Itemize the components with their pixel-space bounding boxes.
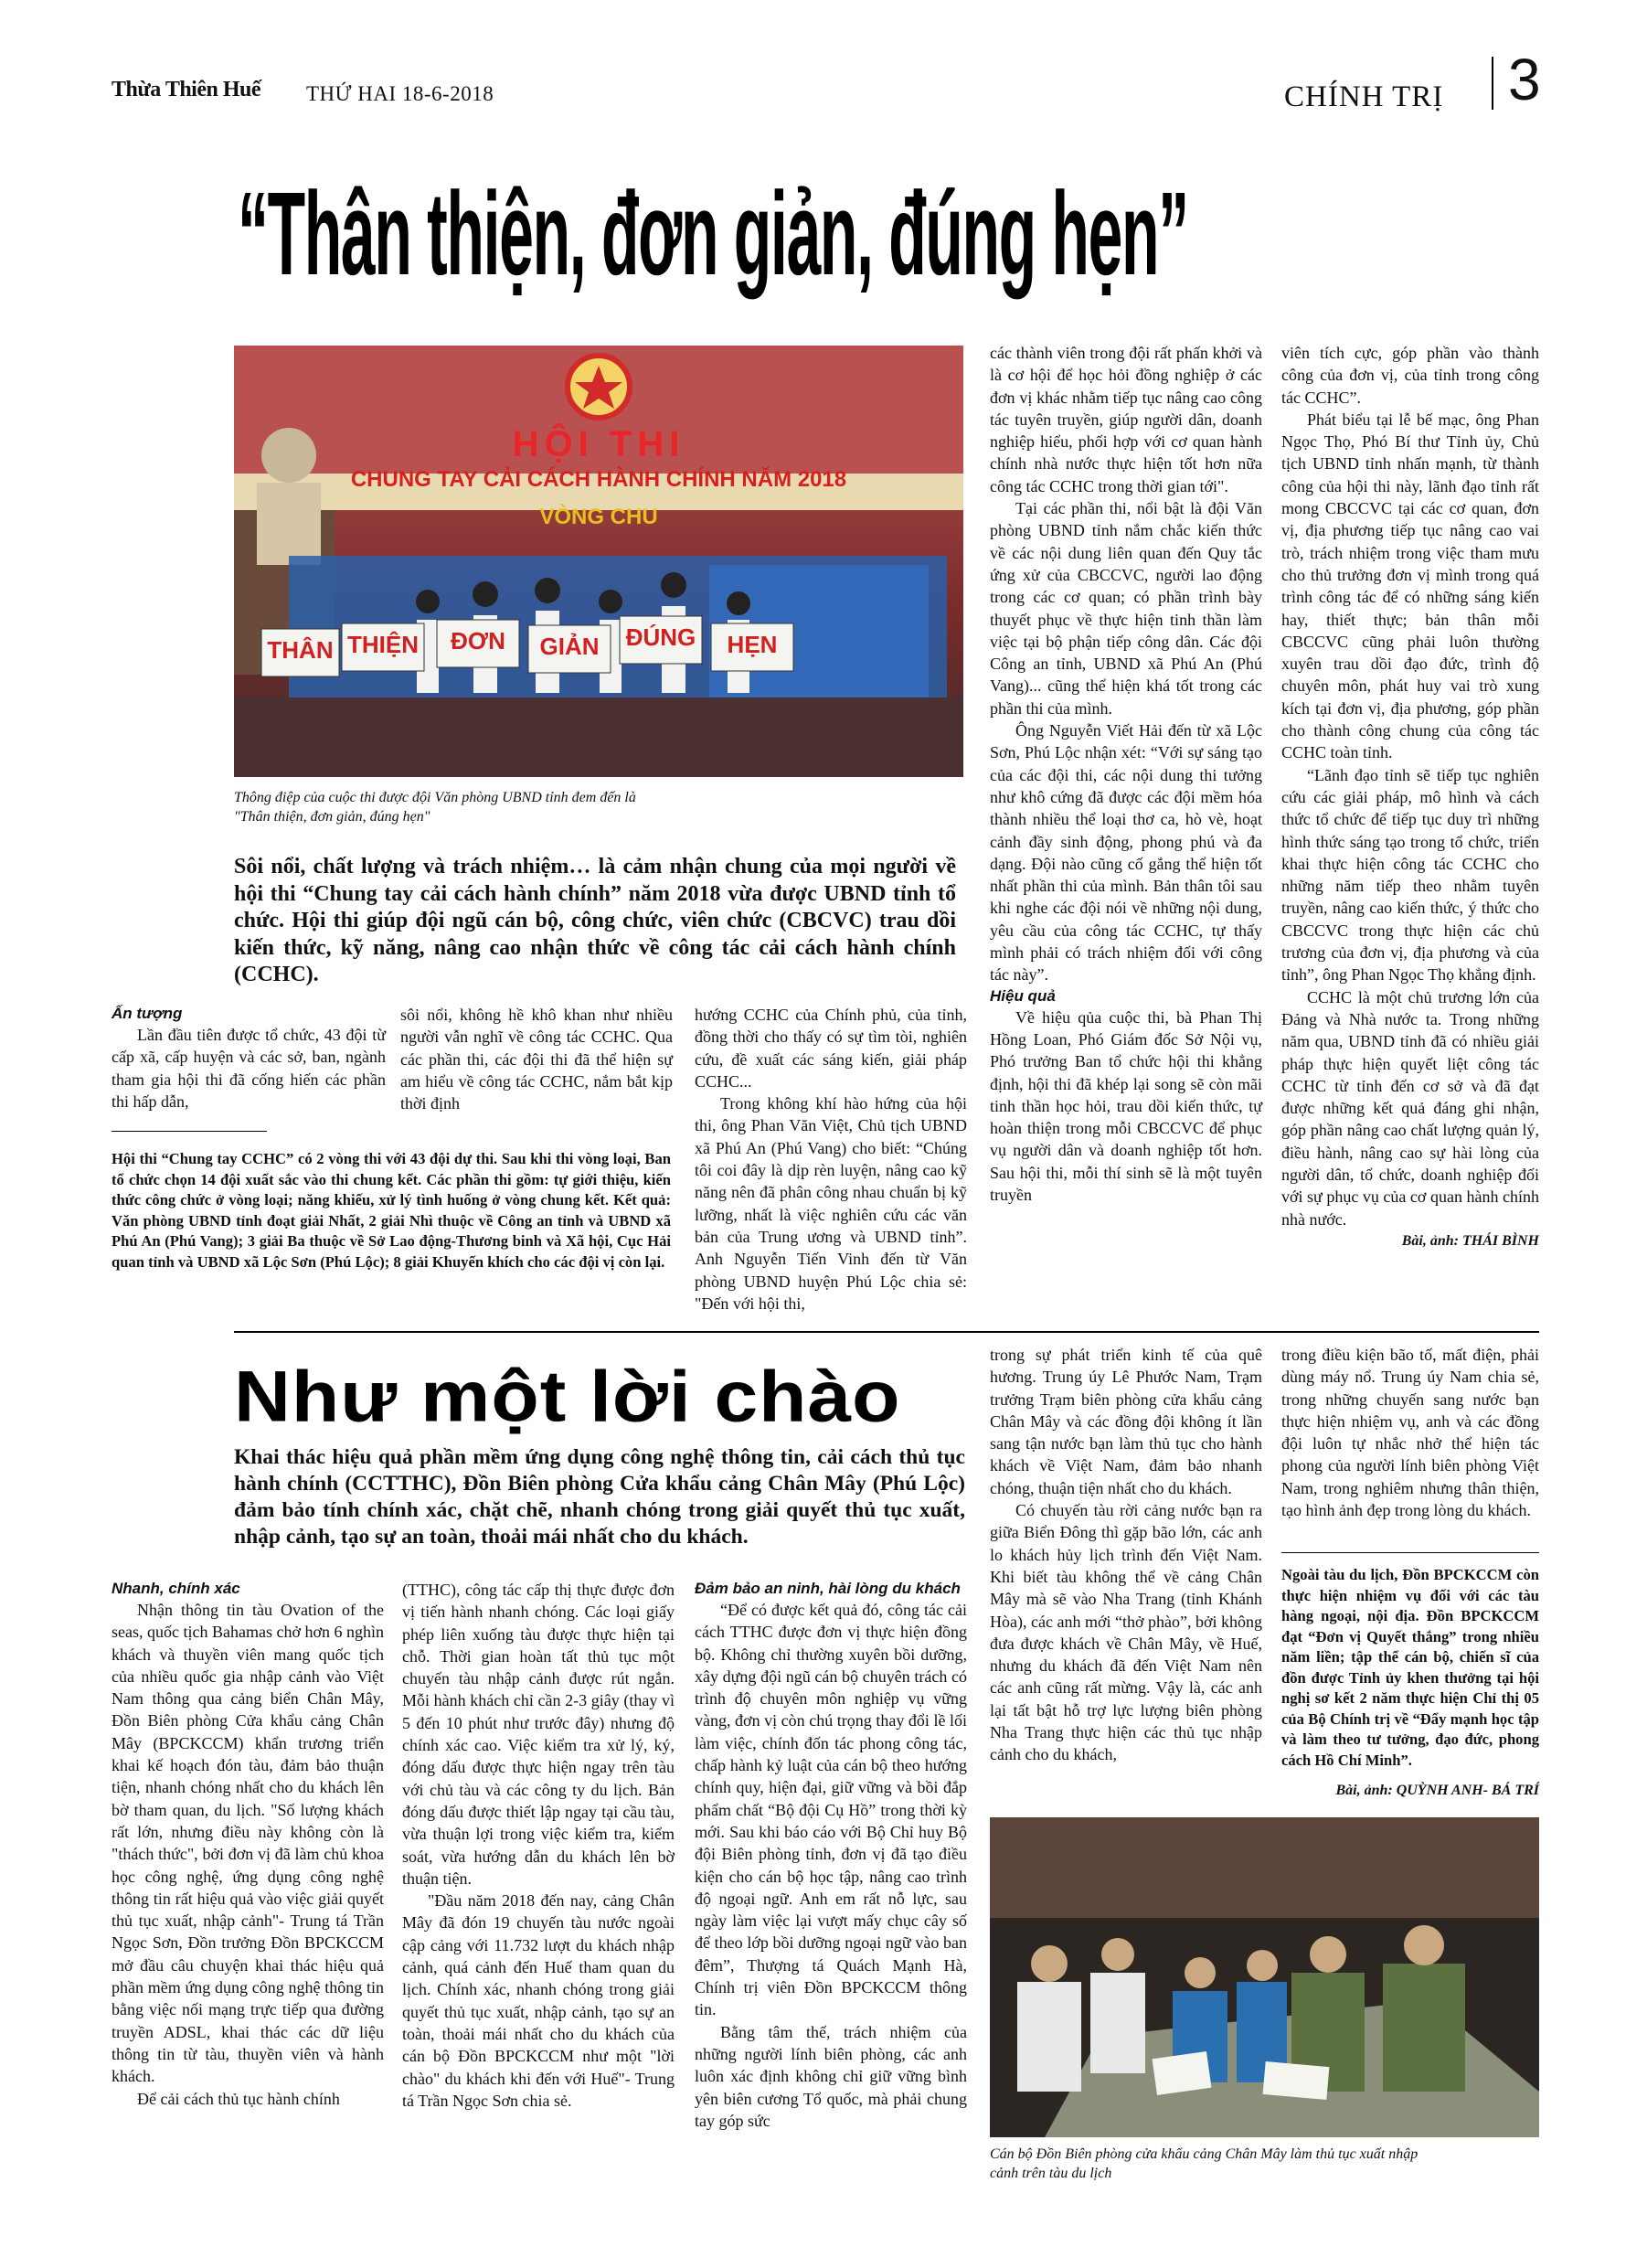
caption-line: "Thân thiện, đơn giản, đúng hẹn" bbox=[234, 809, 430, 825]
article2-lead: Khai thác hiệu quả phần mềm ứng dụng công nghệ thông tin, cải cách thủ tục hành chính (CCTTHC), Đồn Biên phòng Cửa khẩu cảng Chân Mây (Phú Lộc) đảm bảo tính chính xác, chặt chẽ, nhanh chóng trong giải quyết thủ tục xuất, nhập cảnh, tạo sự an toàn, thoải mái nhất cho du khách. bbox=[234, 1445, 965, 1549]
caption-line: cảnh trên tàu du lịch bbox=[990, 2166, 1112, 2181]
article1-lead: Sôi nổi, chất lượng và trách nhiệm… là cảm nhận chung của mọi người về hội thi “Chung tay cải cách hành chính” năm 2018 vừa được UBND tỉnh tổ chức. Hội thi giúp đội ngũ cán bộ, công chức, viên chức (CBCVC) trau dồi kiến thức, kỹ năng, nâng cao nhận thức về công tác cải cách hành chính (CCHC). bbox=[234, 855, 956, 986]
header-divider bbox=[1492, 57, 1493, 110]
placard: HẸN bbox=[727, 631, 778, 658]
article-separator bbox=[234, 1331, 1539, 1333]
caption-line: Thông điệp của cuộc thi được đội Văn phòng UBND tỉnh đem đến là bbox=[234, 790, 636, 805]
subheading: Nhanh, chính xác bbox=[112, 1580, 240, 1597]
paragraph: các thành viên trong đội rất phấn khởi và là cơ hội để học hỏi đồng nghiệp ở các đơn vị khác nhằm tiếp tục nâng cao công tác tuyên truyền, giúp người dân, doanh nghiệp hiểu, phối hợp với cơ quan hành chính nhà nước thực hiện tốt hơn nữa công tác CCHC trong thời gian tới". bbox=[990, 344, 1262, 495]
article1-headline: “Thân thiện, đơn giản, đúng hẹn” bbox=[238, 168, 1188, 301]
article1-column-3 bbox=[695, 1004, 967, 1315]
placard: ĐÚNG bbox=[625, 623, 696, 651]
note-divider bbox=[1281, 1552, 1539, 1553]
paragraph: CCHC là một chủ trương lớn của Đảng và Nhà nước ta. Trong những năm qua, UBND tỉnh đã có nhiều giải pháp thực hiện quyết liệt công tác CCHC từ tỉnh đến cơ sở và đã đạt được những kết quả đáng ghi nhận, góp phần nâng cao chất lượng quản lý, điều hành, nâng cao sự hài lòng của người dân, tổ chức, doanh nghiệp đối với sự phục vụ của cơ quan hành chính nhà nước. bbox=[1281, 987, 1539, 1229]
article2-column-1 bbox=[112, 1579, 384, 2110]
paragraph: Trong không khí hào hứng của hội thi, ông Phan Văn Việt, Chủ tịch UBND xã Phú An (Phú Vang) cho biết: “Chúng tôi coi đây là dịp rèn luyện, nâng cao kỹ năng nên đã phân công nhau chuẩn bị kỹ lưỡng, nhất là việc nghiên cứu các văn bản của Trung ương và UBND tỉnh”. Anh Nguyễn Tiến Vinh đến từ Văn phòng UBND huyện Phú Lộc chia sẻ: "Đến với hội thi, bbox=[695, 1094, 967, 1313]
paragraph: sôi nổi, không hề khô khan như nhiều người vẫn nghĩ về công tác CCHC. Qua các phần thi, các đội thi đã thể hiện sự am hiểu về công tác CCHC, nắm bắt kịp thời định bbox=[400, 1006, 673, 1113]
paragraph: Có chuyến tàu rời cảng nước bạn ra giữa Biển Đông thì gặp bão lớn, các anh lo khách hủy lịch trình đến Việt Nam. Khi biết tàu không thể về cảng Chân Mây mà sẽ vào Nha Trang (tỉnh Khánh Hòa), các anh mới “thở phào”, bởi không đưa được khách về Chân Mây, về Huế, nhưng du khách đã đến Việt Nam nên các anh cũng rất mừng. Vậy là, các anh lại tất bật hỗ trợ lực lượng biên phòng Nha Trang thực hiện các thủ tục nhập cảnh cho du khách, bbox=[990, 1501, 1262, 1764]
paragraph: Tại các phần thi, nổi bật là đội Văn phòng UBND tỉnh nắm chắc kiến thức về các nội dung liên quan đến Quy tắc ứng xử của CBCCVC, người lao động trong các cơ quan; có phần trình bày thuyết phục về thực hiện tinh thần làm việc tại bộ phận tiếp công dân. Các đội Công an tỉnh, UBND xã Phú An (Phú Vang)... cũng thể hiện khá tốt trong các phần thi của mình. bbox=[990, 499, 1262, 718]
article1-contest-note: Hội thi “Chung tay CCHC” có 2 vòng thi với 43 đội dự thi. Sau khi thi vòng loại, Ban tổ chức chọn 14 đội xuất sắc vào thi chung kết. Các phần thi gồm: tự giới thiệu, kiến thức công chức ở vòng loại; năng khiếu, xử lý tình huống ở vòng chung kết. Kết quả: Văn phòng UBND tỉnh đoạt giải Nhất, 2 giải Nhì thuộc về Công an tỉnh và UBND xã Phú An (Phú Vang); 3 giải Ba thuộc về Sở Lao động-Thương binh và Xã hội, Cục Hải quan tỉnh và UBND xã Lộc Sơn (Phú Lộc); 8 giải Khuyến khích cho các đội vị còn lại. bbox=[112, 1150, 671, 1271]
placard: THIỆN bbox=[347, 631, 419, 658]
paragraph: Bằng tâm thế, trách nhiệm của những người lính biên phòng, các anh luôn xác định không chỉ giữ vững bình yên biên cương Tổ quốc, mà phải chung tay góp sức bbox=[695, 2022, 967, 2130]
photo-banner-subtitle: CHUNG TAY CẢI CÁCH HÀNH CHÍNH NĂM 2018 bbox=[350, 467, 847, 492]
photo-banner-round: VÒNG CHU bbox=[539, 505, 658, 529]
article2-headline: Như một lời chào bbox=[234, 1355, 901, 1437]
paragraph: Lần đầu tiên được tổ chức, 43 đội từ cấp xã, cấp huyện và các sở, ban, ngành tham gia hội thi đã cống hiến các phần thi hấp dẫn, bbox=[112, 1026, 386, 1111]
paragraph: "Đầu năm 2018 đến nay, cảng Chân Mây đã đón 19 chuyến tàu nước ngoài cập cảng với 11.732 lượt du khách nhập cảnh, quá cảnh đến Huế tham quan du lịch. Chính xác, nhanh chóng trong giải quyết thủ tục xuất, nhập cảnh, tạo sự an toàn, thoải mái nhất cho du khách của cán bộ Đồn BPCKCCM như một "lời chào" du khách khi đến với Huế"- Trung tá Trần Ngọc Sơn chia sẻ. bbox=[402, 1891, 675, 2110]
article1-photo bbox=[234, 346, 963, 777]
subheading: Hiệu quả bbox=[990, 986, 1056, 1005]
paragraph: (TTHC), công tác cấp thị thực được đơn vị tiến hành nhanh chóng. Các loại giấy phép liên xuống tàu được thực hiện tại chỗ. Thời gian hoàn tất thủ tục một chuyến tàu nhập cảnh được rút ngắn. Mỗi hành khách chỉ cần 2-3 giây (thay vì 5 đến 10 phút như trước đây) nhưng độ chính xác cao. Việc kiểm tra xử lý, ký, đóng dấu được thực hiện ngay trên tàu với chủ tàu và các công ty du lịch. Bản đóng dấu được thiết lập ngay tại cầu tàu, vừa thuận lợi trong việc kiểm tra, kiểm soát, vừa hướng dẫn du khách lên bờ thuận tiện. bbox=[402, 1581, 675, 1888]
placard: ĐƠN bbox=[451, 627, 505, 655]
article1-column-4 bbox=[990, 342, 1262, 1206]
paragraph: “Để có được kết quả đó, công tác cải cách TTHC được đơn vị thực hiện đồng bộ. Không chỉ thường xuyên bồi dưỡng, xây dựng đội ngũ cán bộ chuyên trách có trình độ chuyên môn nghiệp vụ vững vàng, đơn vị còn chú trọng thay đổi lề lối làm việc, chính đốn tác phong công tác, chấp hành kỷ luật của cán bộ theo hướng chính quy, hiện đại, giữ vững và bồi đắp phẩm chất “Bộ đội Cụ Hồ” trong thời kỳ mới. Sau khi báo cáo với Bộ Chỉ huy Bộ đội Biên phòng tỉnh, đơn vị đã tạo điều kiện cho cán bộ học tập, nâng cao trình độ ngoại ngữ. Anh em rất nỗ lực, sau ngày làm việc lại vượt mấy chục cây số để theo lớp bồi dưỡng ngoại ngữ vào ban đêm”, Thượng tá Quách Mạnh Hà, Chính trị viên Đồn BPCKCCM thông tin. bbox=[695, 1601, 967, 2019]
paper-name: Thừa Thiên Huế bbox=[112, 78, 261, 101]
section-name: CHÍNH TRỊ bbox=[1284, 80, 1444, 113]
box-divider bbox=[112, 1131, 267, 1132]
article2-column-3 bbox=[695, 1579, 967, 2132]
paragraph: “Lãnh đạo tỉnh sẽ tiếp tục nghiên cứu các giải pháp, mô hình và cách thức tổ chức để tiếp tục duy trì những hình thức sáng tạo trong tổ chức, triển khai thực hiện công tác CCHC cho những năm tiếp theo nhằm tuyên truyền, nâng cao kiến thức, ý thức cho CBCCVC trong thực hiện các chủ trương của đơn vị, địa phương và của tỉnh”, ông Phan Ngọc Thọ khẳng định. bbox=[1281, 765, 1539, 985]
photo-banner-title: HỘI THI bbox=[512, 424, 685, 464]
paragraph: hướng CCHC của Chính phủ, của tỉnh, đồng thời cho thấy có sự tìm tòi, nghiên cứu, đề xuất các sáng kiến, giải pháp CCHC... bbox=[695, 1006, 967, 1091]
paragraph: Về hiệu qủa cuộc thi, bà Phan Thị Hồng Loan, Phó Giám đốc Sở Nội vụ, Phó trưởng Ban tổ chức hội thi khẳng định, hội thi đã khép lại song sẽ còn mãi tinh thần học hỏi, trau dồi kiến thức, tự hoàn thiện trong mỗi CBCCVC để phục vụ người dân và doanh nghiệp tốt hơn. Sau hội thi, mỗi thí sinh sẽ là một tuyên truyền bbox=[990, 1007, 1262, 1204]
subheading: Đảm bảo an ninh, hài lòng du khách bbox=[695, 1580, 961, 1597]
article2-byline: Bài, ảnh: QUỲNH ANH- BÁ TRÍ bbox=[1335, 1783, 1539, 1798]
paragraph: Ông Nguyễn Viết Hải đến từ xã Lộc Sơn, Phú Lộc nhận xét: “Với sự sáng tạo của các đội thi, các nội dung thi tưởng như khô cứng đã được các đội mềm hóa thành nhiều thể loại thơ ca, hò vè, hoạt cảnh đầy sinh động, phong phú và đa dạng. Đội nào cũng cố gắng thể hiện tốt nhất phần thi của mình. Bản thân tôi sau khi nghe các đội nói về những nội dung, yêu cầu của công tác CCHC, tự thấy mình phải có trách nhiệm đối với công tác này”. bbox=[990, 721, 1262, 985]
article2-column-5 bbox=[1281, 1344, 1539, 1521]
article1-column-5 bbox=[1281, 342, 1539, 1252]
paragraph: trong sự phát triển kinh tế của quê hương. Trung úy Lê Phước Nam, Trạm trưởng Trạm biên phòng cửa khẩu cảng Chân Mây và các đồng đội không ít lần sang tận nước bạn làm thủ tục cho hành khách về Việt Nam, đảm bảo nhanh chóng, thuận tiện nhất cho du khách. bbox=[990, 1346, 1262, 1497]
subheading: Ấn tượng bbox=[112, 1005, 183, 1022]
article2-photo-caption bbox=[990, 2145, 1539, 2183]
caption-line: Cán bộ Đồn Biên phòng cửa khẩu cảng Chân Mây làm thủ tục xuất nhập bbox=[990, 2146, 1419, 2162]
paragraph: Nhận thông tin tàu Ovation of the seas, quốc tịch Bahamas chở hơn 6 nghìn khách và thuyền viên mang quốc tịch của nhiều quốc gia nhập cảnh vào Việt Nam thông qua cảng biển Chân Mây, Đồn Biên phòng Cửa khẩu cảng Chân Mây (BPCKCCM) khẩn trương triển khai kế hoạch đón tàu, đảm bảo thuận tiện, nhanh chóng nhất cho du khách lên bờ tham quan, du lịch. "Số lượng khách rất lớn, nhưng điều này không còn là "thách thức", bởi đơn vị đã làm chủ khoa học công nghệ, ứng dụng công nghệ thông tin rất hiệu quả vào việc giải quyết thủ tục xuất, nhập cảnh"- Trung tá Trần Ngọc Sơn, Đồn trưởng Đồn BPCKCCM mở đầu câu chuyện khai thác hiệu quả phần mềm ứng dụng công nghệ thông tin bằng việc nối mạng trực tiếp qua đường truyền ADSL, khai thác các dữ liệu thông tin từ tàu, thuyền viên và hành khách. bbox=[112, 1601, 384, 2086]
article2-column-2 bbox=[402, 1579, 675, 2112]
article1-photo-caption bbox=[234, 788, 963, 826]
issue-date: THỨ HAI 18-6-2018 bbox=[306, 82, 494, 105]
article2-unit-note: Ngoài tàu du lịch, Đồn BPCKCCM còn thực hiện nhiệm vụ đối với các tàu hàng ngoại, nội địa. Đồn BPCKCCM đạt “Đơn vị Quyết thắng” trong nhiều năm liền; tập thể cán bộ, chiến sĩ của đồn được Tỉnh ủy khen thưởng tại hội nghị sơ kết 2 năm thực hiện Chỉ thị 05 của Bộ Chính trị về “Đẩy mạnh học tập và làm theo tư tưởng, đạo đức, phong cách Hồ Chí Minh”. bbox=[1281, 1566, 1539, 1769]
paragraph: Để cải cách thủ tục hành chính bbox=[137, 2089, 340, 2108]
article2-photo bbox=[990, 1817, 1539, 2137]
article2-column-4 bbox=[990, 1344, 1262, 1766]
article1-column-2 bbox=[400, 1004, 673, 1114]
paragraph: Phát biểu tại lễ bế mạc, ông Phan Ngọc Thọ, Phó Bí thư Tỉnh ủy, Chủ tịch UBND tỉnh nhấn mạnh, từ thành công của hội thi này, lãnh đạo tỉnh rất mong CBCCVC tại các cơ quan, đơn vị, địa phương tiếp tục nâng cao vai trò, trách nhiệm trong việc tham mưu cho thủ trưởng đơn vị mình trong quá trình công tác để có những sáng kiến hay, thiết thực; bản thân mỗi CBCCVC cũng phải luôn thường xuyên trau dồi đạo đức, trình độ chuyên môn, phát huy vai trò xung kích tại đơn vị, địa phương, góp phần cho thành công chung của công tác CCHC toàn tỉnh. bbox=[1281, 410, 1539, 762]
page-number: 3 bbox=[1508, 47, 1541, 112]
article1-byline: Bài, ảnh: THÁI BÌNH bbox=[1401, 1232, 1539, 1249]
article1-column-1 bbox=[112, 1004, 386, 1113]
placard: THÂN bbox=[267, 636, 334, 664]
paragraph: trong điều kiện bão tố, mất điện, phải dùng máy nổ. Trung úy Nam chia sẻ, trong những chuyến sang nước bạn thực hiện nhiệm vụ, anh và các đồng đội luôn tự nhắc nhở thể hiện tác phong của người lính biên phòng Việt Nam, trong nghiêm nhưng thân thiện, tạo hình ảnh đẹp trong lòng du khách. bbox=[1281, 1346, 1539, 1520]
placard: GIẢN bbox=[539, 633, 600, 660]
paragraph: viên tích cực, góp phần vào thành công của đơn vị, của tỉnh trong công tác CCHC”. bbox=[1281, 344, 1539, 407]
